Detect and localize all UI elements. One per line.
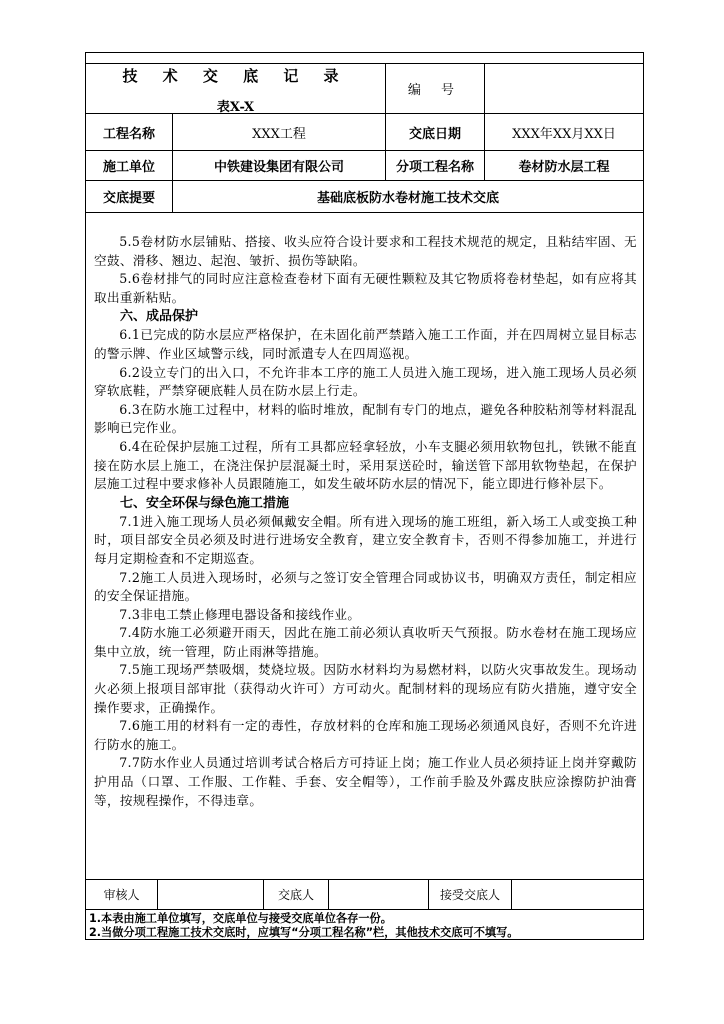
content-paragraph: 6.1已完成的防水层应严格保护，在未固化前严禁踏入施工工作面，并在四周树立显目标志的警示牌、作业区域警示线，同时派遣专人在四周巡视。 bbox=[94, 327, 637, 361]
content-paragraph: 5.6卷材排气的同时应注意检查卷材下面有无硬性颗粒及其它物质将卷材垫起，如有应将其取出重新粘贴。 bbox=[94, 271, 637, 305]
summary-label: 交底提要 bbox=[86, 181, 173, 212]
discloser-label: 交底人 bbox=[264, 880, 329, 909]
form-title: 技 术 交 底 记 录 bbox=[122, 66, 349, 85]
reviewer-label: 审核人 bbox=[86, 880, 158, 909]
receiver-field[interactable] bbox=[512, 880, 643, 909]
content-paragraph: 7.7防水作业人员通过培训考试合格后方可持证上岗；施工作业人员必须持证上岗并穿戴防护用品（口罩、工作服、工作鞋、手套、安全帽等），工作前手脸及外露皮肤应涂擦防护油膏等，按规程操作，不得违章。 bbox=[94, 755, 637, 808]
summary-row bbox=[86, 181, 643, 213]
content-paragraph: 6.4在砼保护层施工过程，所有工具都应轻拿轻放，小车支腿必须用软物包扎，铁锹不能直接在防水层上施工，在浇注保护层混凝土时，采用泵送砼时，输送管下部用软物垫起，在保护层施工过程中要求修补人员跟随施工，如发生破坏防水层的情况下，能立即进行修补层下。 bbox=[94, 438, 637, 492]
content-paragraph: 6.3在防水施工过程中，材料的临时堆放，配制有专门的地点，避免各种胶粘剂等材料混乱影响已完作业。 bbox=[94, 401, 637, 436]
content-paragraph: 7.6施工用的材料有一定的毒性，存放材料的仓库和施工现场必须通风良好，否则不允许进行防水的施工。 bbox=[94, 718, 637, 752]
project-name-label: 工程名称 bbox=[86, 114, 173, 150]
title-block bbox=[86, 64, 386, 113]
form-notes bbox=[86, 910, 643, 942]
content-paragraph: 7.4防水施工必须避开雨天，因此在施工前必须认真收听天气预报。防水卷材在施工现场应集中立放，统一管理，防止雨淋等措施。 bbox=[94, 625, 637, 659]
top-margin-strip bbox=[86, 53, 643, 64]
sub-project-label: 分项工程名称 bbox=[386, 151, 485, 180]
summary-field[interactable]: 基础底板防水卷材施工技术交底 bbox=[316, 191, 499, 206]
number-label: 编 号 bbox=[386, 64, 485, 113]
content-paragraph: 6.2设立专门的出入口，不允许非本工序的施工人员进入施工现场，进入施工现场人员必须穿软底鞋，严禁穿硬底鞋人员在防水层上行走。 bbox=[94, 364, 637, 399]
signature-row bbox=[86, 880, 643, 910]
date-field[interactable]: XXX年XX月XX日 bbox=[512, 126, 616, 142]
note-line: 1.本表由施工单位填写，交底单位与接受交底单位各存一份。 bbox=[89, 912, 392, 925]
section-heading: 七、安全环保与绿色施工措施 bbox=[120, 495, 290, 511]
discloser-field[interactable] bbox=[329, 880, 429, 909]
number-field[interactable] bbox=[485, 64, 643, 113]
section-heading: 六、成品保护 bbox=[120, 309, 199, 325]
content-paragraph: 7.2施工人员进入现场时，必须与之签订安全管理合同或协议书，明确双方责任，制定相应的安全保证措施。 bbox=[94, 569, 637, 604]
content-paragraph: 7.3非电工禁止修理电器设备和接线作业。 bbox=[119, 606, 361, 622]
project-row bbox=[86, 114, 643, 151]
content-paragraph: 7.1进入施工现场人员必须佩戴安全帽。所有进入现场的施工班组，新入场工人或变换工种时，项目部安全员必须及时进行进场安全教育，建立安全教育卡，否则不得参加施工，并进行每月定期检查和不定期巡查。 bbox=[94, 513, 637, 566]
date-label: 交底日期 bbox=[386, 114, 485, 150]
unit-row bbox=[86, 151, 643, 181]
title-row bbox=[86, 64, 643, 114]
disclosure-form bbox=[85, 52, 644, 940]
sub-project-field[interactable]: 卷材防水层工程 bbox=[518, 160, 610, 175]
form-subtitle: 表X-X bbox=[216, 99, 255, 115]
receiver-label: 接受交底人 bbox=[429, 880, 512, 909]
unit-field[interactable]: 中铁建设集团有限公司 bbox=[173, 151, 386, 180]
unit-label: 施工单位 bbox=[86, 151, 173, 180]
note-line: 2.当做分项工程施工技术交底时，应填写“分项工程名称”栏，其他技术交底可不填写。 bbox=[89, 926, 519, 939]
content-paragraph: 5.5卷材防水层铺贴、搭接、收头应符合设计要求和工程技术规范的规定，且粘结牢固、无空鼓、滑移、翘边、起泡、皱折、损伤等缺陷。 bbox=[94, 234, 637, 268]
project-name-field[interactable]: XXX工程 bbox=[173, 114, 386, 150]
disclosure-content bbox=[86, 213, 643, 880]
content-paragraph: 7.5施工现场严禁吸烟，焚烧垃圾。因防水材料均为易燃材料，以防火灾事故发生。现场动火必须上报项目部审批（获得动火许可）方可动火。配制材料的现场应有防火措施，遵守安全操作要求，正确操作。 bbox=[94, 662, 637, 715]
reviewer-field[interactable] bbox=[158, 880, 264, 909]
